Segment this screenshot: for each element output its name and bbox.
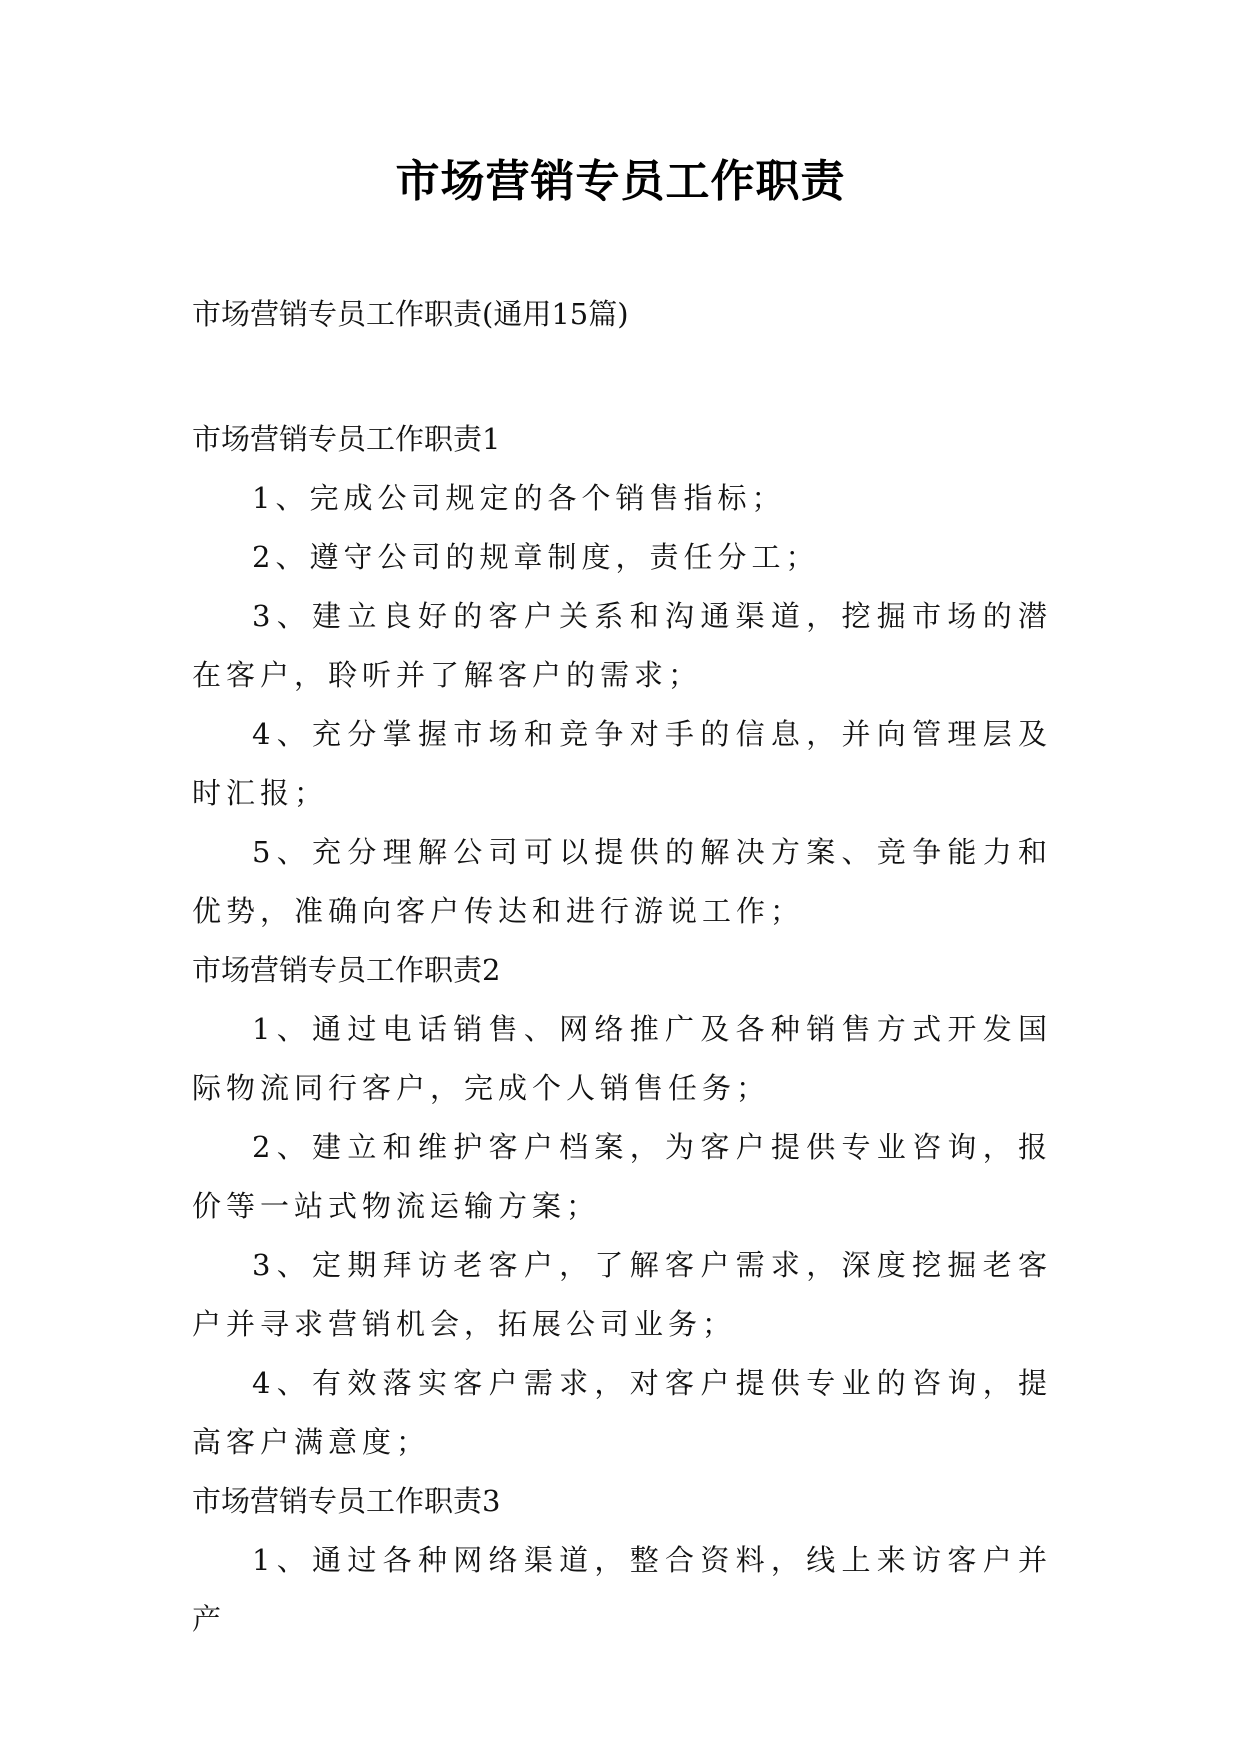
list-item: 3、定期拜访老客户，了解客户需求，深度挖掘老客户并寻求营销机会，拓展公司业务； [192, 1248, 1052, 1341]
list-item: 1、通过电话销售、网络推广及各种销售方式开发国际物流同行客户，完成个人销售任务； [192, 1012, 1052, 1105]
section-2 [192, 941, 1052, 1472]
document-subtitle: 市场营销专员工作职责(通用15篇) [192, 297, 629, 331]
list-item: 1、通过各种网络渠道，整合资料，线上来访客户并产 [192, 1543, 1052, 1636]
section-heading: 市场营销专员工作职责2 [192, 953, 501, 987]
list-item: 1、完成公司规定的各个销售指标； [252, 481, 786, 515]
list-item: 2、建立和维护客户档案，为客户提供专业咨询，报价等一站式物流运输方案； [192, 1130, 1052, 1223]
section-1 [192, 410, 1052, 941]
list-item: 4、有效落实客户需求，对客户提供专业的咨询，提高客户满意度； [192, 1366, 1052, 1459]
section-3 [192, 1472, 1052, 1649]
list-item: 4、充分掌握市场和竞争对手的信息，并向管理层及时汇报； [192, 717, 1052, 810]
document-title: 市场营销专员工作职责 [395, 156, 846, 207]
list-item: 2、遵守公司的规章制度，责任分工； [252, 540, 820, 574]
list-item: 3、建立良好的客户关系和沟通渠道，挖掘市场的潜在客户，聆听并了解客户的需求； [192, 599, 1052, 692]
document-body [192, 410, 1052, 1649]
section-heading: 市场营销专员工作职责3 [192, 1484, 501, 1518]
section-heading: 市场营销专员工作职责1 [192, 422, 501, 456]
list-item: 5、充分理解公司可以提供的解决方案、竞争能力和优势，准确向客户传达和进行游说工作； [192, 835, 1052, 928]
